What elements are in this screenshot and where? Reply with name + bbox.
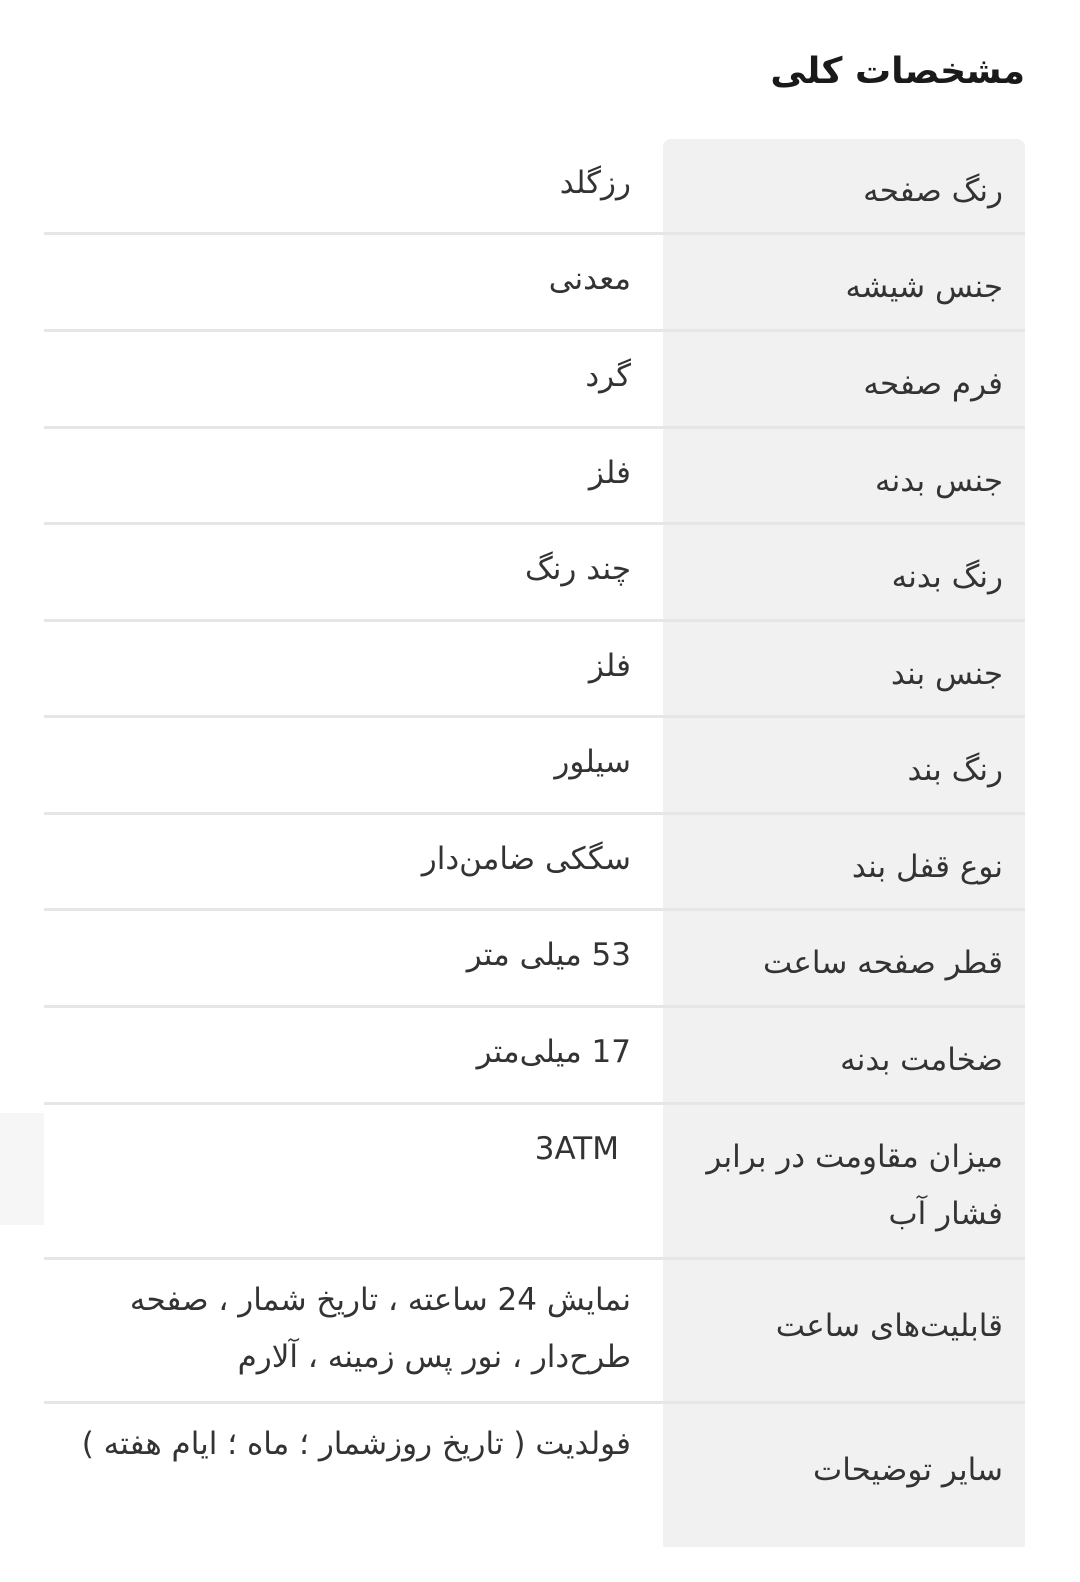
spec-key: قطر صفحه ساعت (762, 945, 1003, 981)
spec-row (44, 429, 1025, 525)
spec-key: قابلیت‌های ساعت (775, 1308, 1003, 1344)
spec-key: فرم صفحه (863, 366, 1003, 402)
spec-key: میزان مقاومت در برابر فشار آب (706, 1139, 1003, 1232)
spec-row (44, 815, 1025, 911)
edge-handle[interactable] (0, 1113, 44, 1225)
spec-row (44, 332, 1025, 429)
spec-row (44, 718, 1025, 815)
spec-key: سایر توضیحات (813, 1452, 1003, 1488)
spec-value: فلز (588, 455, 631, 491)
spec-row (44, 525, 1025, 622)
spec-key: رنگ صفحه (863, 173, 1003, 209)
spec-value: رزگلد (559, 165, 631, 201)
spec-value: گرد (585, 358, 631, 394)
spec-value: فولدیت ( تاریخ روزشمار ؛ ماه ؛ ایام هفته ) (81, 1426, 631, 1462)
spec-key: ضخامت بدنه (840, 1042, 1003, 1078)
section-title: مشخصات کلی (770, 51, 1025, 92)
spec-key: رنگ بدنه (891, 559, 1003, 595)
spec-value: 17 میلی‌متر (476, 1034, 631, 1070)
spec-value: چند رنگ (525, 551, 631, 587)
spec-row (44, 1105, 1025, 1260)
spec-row (44, 1404, 1025, 1547)
spec-key: رنگ بند (907, 752, 1003, 788)
spec-row (44, 1008, 1025, 1105)
spec-row (44, 235, 1025, 332)
spec-value: فلز (588, 648, 631, 684)
spec-value: سگکی ضامن‌دار (421, 841, 631, 877)
spec-table (44, 139, 1025, 1547)
spec-value: 3ATM (534, 1131, 619, 1167)
spec-value: 53 میلی متر (466, 937, 631, 973)
spec-key: نوع قفل بند (851, 849, 1003, 885)
spec-row (44, 1260, 1025, 1404)
spec-row (44, 911, 1025, 1008)
spec-row (44, 622, 1025, 718)
spec-value: نمایش 24 ساعته ، تاریخ شمار ، صفحه طرح‌دار ، نور پس زمینه ، آلارم (129, 1282, 631, 1375)
spec-key: جنس بند (890, 656, 1003, 692)
spec-key: جنس بدنه (874, 463, 1003, 499)
spec-key: جنس شیشه (845, 269, 1003, 305)
previous-content-clipped (0, 0, 1080, 38)
spec-value: معدنی (548, 261, 631, 297)
spec-value: سیلور (554, 744, 631, 780)
spec-row (44, 139, 1025, 235)
